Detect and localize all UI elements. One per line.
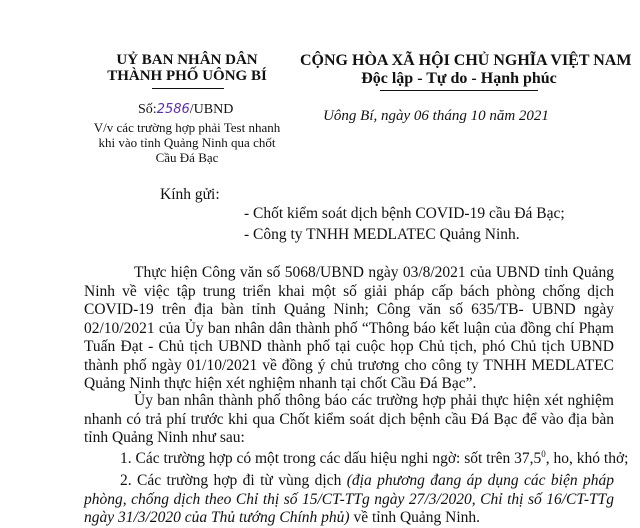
recipient-item-2: - Công ty TNHH MEDLATEC Quảng Ninh. bbox=[244, 226, 520, 243]
subject-line2: khi vào tỉnh Quảng Ninh qua chốt bbox=[98, 135, 276, 150]
place-and-date: Uông Bí, ngày 06 tháng 10 năm 2021 bbox=[323, 108, 549, 124]
document-number bbox=[138, 102, 233, 117]
item2-italic-note: (địa phương đang áp dụng các biện pháp phòng, chống dịch theo Chỉ thị số 15/CT-TTg ngày 27/3/2020, Chỉ thị số 16/CT-TTg ngày 31/3/2020 của Thủ tướng Chính phủ) bbox=[84, 472, 615, 526]
body-paragraph-2: Ủy ban nhân thành phố thông báo các trường hợp phải thực hiện xét nghiệm nhanh có trả phí trước khi qua Chốt kiểm soát dịch bệnh cầu Đá Bạc để vào địa bàn tỉnh Quảng Ninh như sau: bbox=[84, 392, 614, 446]
recipient-item-1: - Chốt kiểm soát dịch bệnh COVID-19 cầu Đá Bạc; bbox=[244, 205, 565, 222]
issuing-org-line1: UỶ BAN NHÂN DÂN bbox=[116, 52, 258, 68]
item1-tail: , ho, khó thở; bbox=[545, 450, 629, 467]
item1-text: 1. Các trường hợp có một trong các dấu hiệu nghi ngờ: sốt trên 37,5 bbox=[120, 450, 542, 467]
doc-no-handwritten: 2586 bbox=[156, 102, 190, 117]
item2-lead: 2. Các trường hợp đi từ vùng dịch bbox=[120, 472, 347, 489]
country-name: CỘNG HÒA XÃ HỘI CHỦ NGHĨA VIỆT NAM bbox=[300, 52, 632, 69]
list-item-2 bbox=[84, 472, 614, 528]
motto-underline bbox=[380, 90, 538, 91]
national-motto: Độc lập - Tự do - Hạnh phúc bbox=[361, 70, 557, 87]
degree-superscript: 0 bbox=[541, 448, 546, 459]
subject-line1: V/v các trường hợp phải Test nhanh bbox=[93, 120, 281, 135]
body-paragraph-1: Thực hiện Công văn số 5068/UBND ngày 03/8/2021 của UBND tỉnh Quảng Ninh về việc tập trung triển khai một số giải pháp cấp bách phòng chống dịch COVID-19 trên địa bàn tỉnh Quảng Ninh; Công văn số 635/TB- UBND ngày 02/10/2021 của Ủy ban nhân dân thành phố “Thông báo kết luận của đồng chí Phạm Tuấn Đạt - Chủ tịch UBND thành phố tại cuộc họp Chủ tịch, phó Chủ tịch UBND thành phố ngày 01/10/2021 về đồng ý chủ trương cho công ty TNHH MEDLATEC Quảng Ninh thực hiện xét nghiệm nhanh tại chốt Cầu Đá Bạc”. bbox=[84, 264, 614, 392]
left-header-underline bbox=[152, 88, 224, 89]
recipients-label: Kính gửi: bbox=[160, 186, 220, 203]
item2-tail: về tỉnh Quảng Ninh. bbox=[349, 509, 481, 526]
doc-no-prefix: Số: bbox=[138, 102, 157, 117]
doc-no-suffix: /UBND bbox=[189, 102, 234, 117]
list-item-1 bbox=[120, 450, 628, 469]
subject-line3: Cầu Đá Bạc bbox=[155, 150, 219, 165]
issuing-org-line2: THÀNH PHỐ UÔNG BÍ bbox=[107, 68, 267, 84]
